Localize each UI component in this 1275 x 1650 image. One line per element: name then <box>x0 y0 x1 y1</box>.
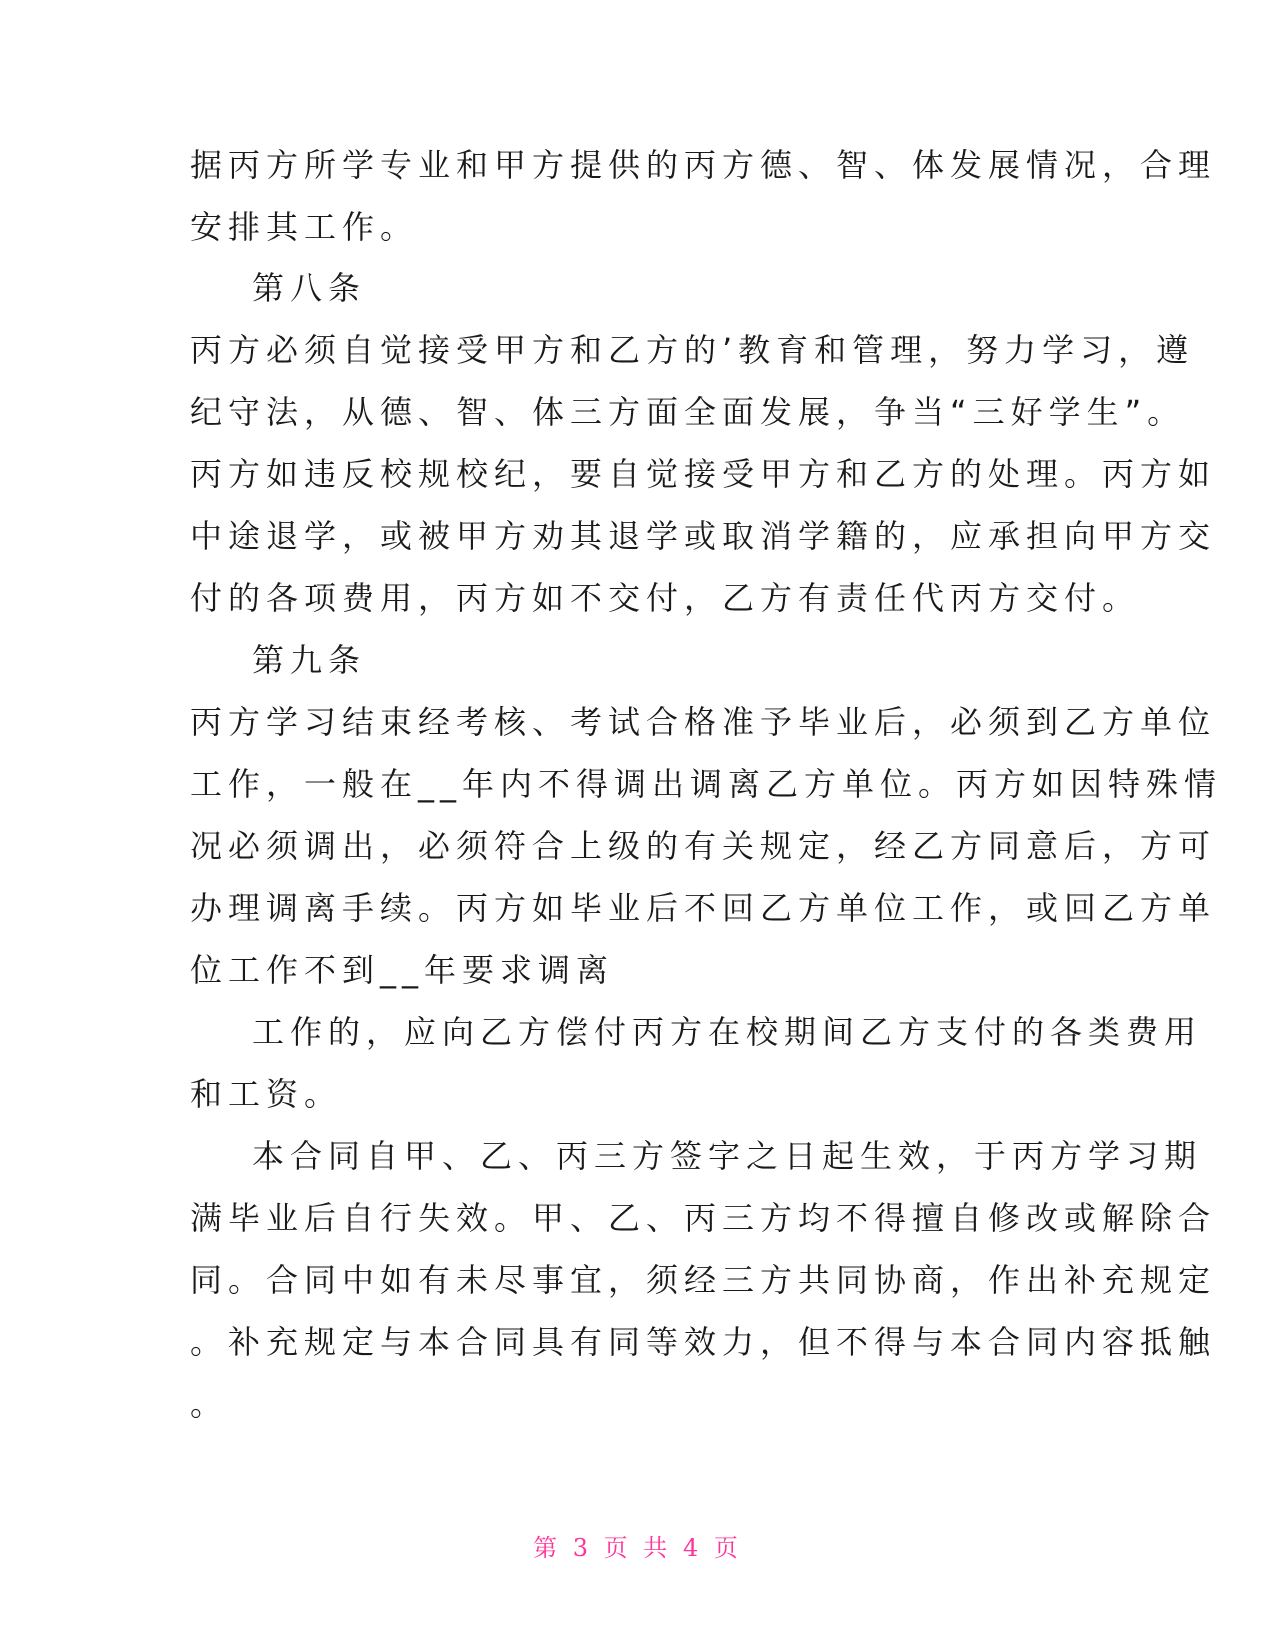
text-line: 付的各项费用，丙方如不交付，乙方有责任代丙方交付。 <box>190 579 1141 617</box>
article-heading-8: 第八条 <box>252 269 367 307</box>
article-heading-9: 第九条 <box>252 641 367 679</box>
text-line: 中途退学，或被甲方劝其退学或取消学籍的，应承担向甲方交 <box>190 517 1217 555</box>
text-line: 安排其工作。 <box>190 208 419 246</box>
text-line: 本合同自甲、乙、丙三方签字之日起生效，于丙方学习期 <box>252 1137 1203 1175</box>
text-line: 丙方学习结束经考核、考试合格准予毕业后，必须到乙方单位 <box>190 703 1217 741</box>
text-line: 。补充规定与本合同具有同等效力，但不得与本合同内容抵触 <box>190 1323 1217 1361</box>
page-number-footer: 第 3 页 共 4 页 <box>533 1534 742 1562</box>
text-line: 和工资。 <box>190 1075 343 1113</box>
text-line: 办理调离手续。丙方如毕业后不回乙方单位工作，或回乙方单 <box>190 889 1217 927</box>
text-line: 工作，一般在__年内不得调出调离乙方单位。丙方如因特殊情 <box>190 765 1223 803</box>
text-line: 位工作不到__年要求调离 <box>190 951 615 989</box>
text-line: 纪守法，从德、智、体三方面全面发展，争当“三好学生”。 <box>190 393 1186 431</box>
text-line: 丙方如违反校规校纪，要自觉接受甲方和乙方的处理。丙方如 <box>190 455 1217 493</box>
text-line: 况必须调出，必须符合上级的有关规定，经乙方同意后，方可 <box>190 827 1217 865</box>
text-line: 同。合同中如有未尽事宜，须经三方共同协商，作出补充规定 <box>190 1261 1217 1299</box>
text-line: 。 <box>190 1385 229 1423</box>
text-line: 满毕业后自行失效。甲、乙、丙三方均不得擅自修改或解除合 <box>190 1199 1217 1237</box>
text-line: 丙方必须自觉接受甲方和乙方的’教育和管理，努力学习，遵 <box>190 331 1195 369</box>
text-line: 工作的，应向乙方偿付丙方在校期间乙方支付的各类费用 <box>252 1013 1203 1051</box>
text-line: 据丙方所学专业和甲方提供的丙方德、智、体发展情况，合理 <box>190 146 1217 184</box>
